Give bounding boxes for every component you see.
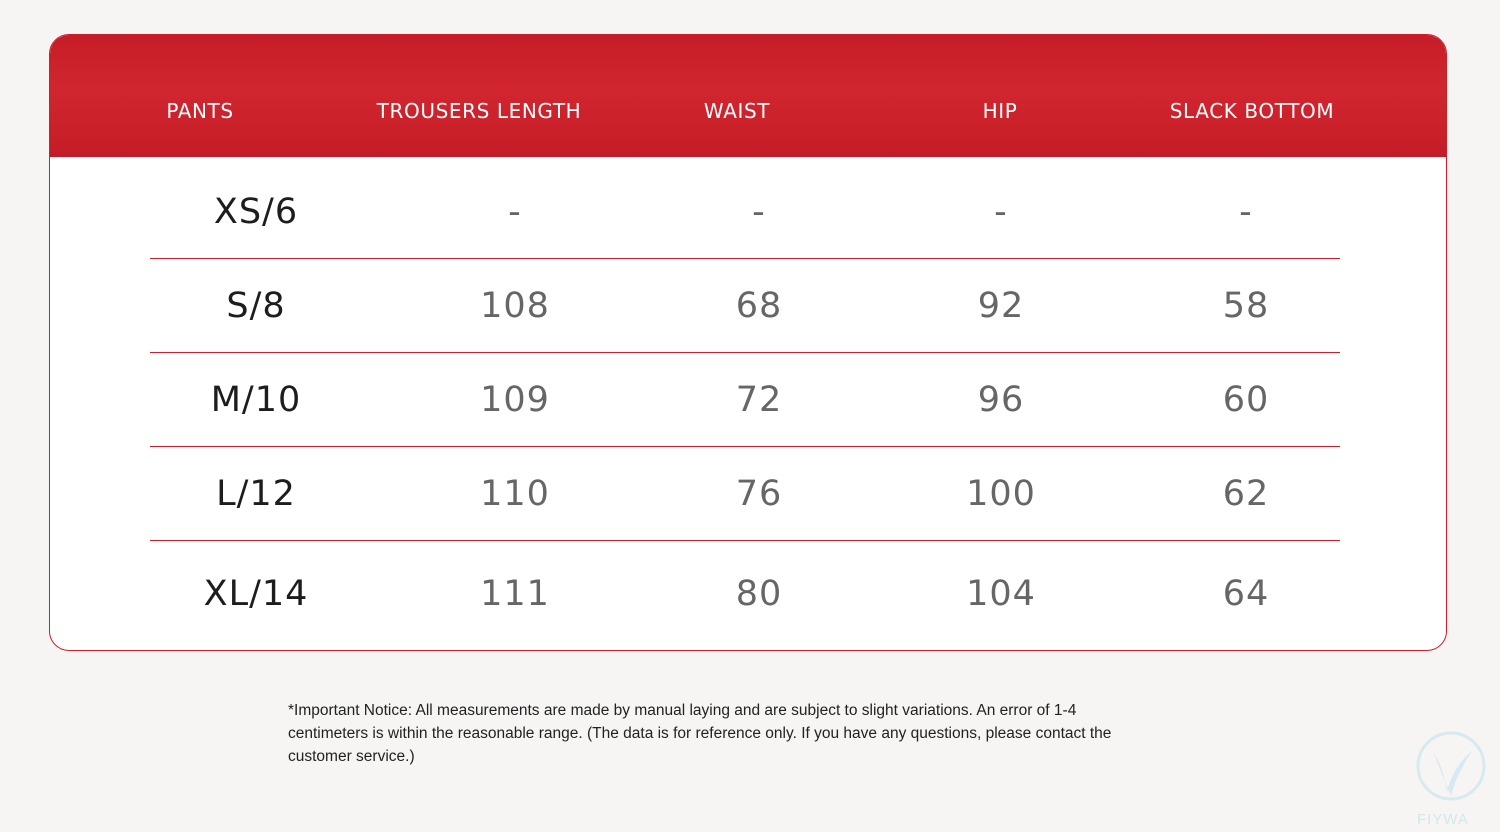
important-notice: *Important Notice: All measurements are made by manual laying and are subject to slight variations. An error of 1-4 centimeters is within the reasonable range. (The data is for reference only. If you have any questions, please contact the customer service.) bbox=[288, 702, 1112, 765]
hip-cell: - bbox=[994, 192, 1008, 232]
size-cell: M/10 bbox=[210, 380, 302, 420]
trousers-length-cell: 111 bbox=[480, 574, 550, 614]
table-row bbox=[150, 165, 1340, 259]
hip-cell: 92 bbox=[977, 286, 1025, 326]
header-waist: WAIST bbox=[703, 99, 771, 123]
trousers-length-cell: - bbox=[508, 192, 522, 232]
row-divider bbox=[150, 540, 1340, 541]
slack-bottom-cell: 62 bbox=[1222, 474, 1270, 514]
waist-cell: 76 bbox=[735, 474, 783, 514]
waist-cell: 80 bbox=[735, 574, 783, 614]
slack-bottom-cell: - bbox=[1239, 192, 1253, 232]
waist-cell: 68 bbox=[735, 286, 783, 326]
slack-bottom-cell: 60 bbox=[1222, 380, 1270, 420]
header-trousers-length: TROUSERS LENGTH bbox=[376, 99, 582, 123]
hip-cell: 100 bbox=[966, 474, 1036, 514]
header-hip: HIP bbox=[982, 99, 1018, 123]
hip-cell: 104 bbox=[966, 574, 1036, 614]
header-pants: PANTS bbox=[166, 99, 234, 123]
hip-cell: 96 bbox=[977, 380, 1025, 420]
trousers-length-cell: 109 bbox=[480, 380, 550, 420]
table-row bbox=[150, 547, 1340, 641]
size-cell: S/8 bbox=[226, 286, 286, 326]
size-cell: XS/6 bbox=[213, 192, 299, 232]
waist-cell: 72 bbox=[735, 380, 783, 420]
size-chart-table bbox=[49, 34, 1447, 651]
slack-bottom-cell: 64 bbox=[1222, 574, 1270, 614]
table-row bbox=[150, 447, 1340, 541]
table-row bbox=[150, 259, 1340, 353]
size-cell: L/12 bbox=[216, 474, 296, 514]
watermark-text: FIYWA bbox=[1417, 811, 1469, 828]
header-slack-bottom: SLACK BOTTOM bbox=[1169, 99, 1335, 123]
trousers-length-cell: 108 bbox=[480, 286, 550, 326]
slack-bottom-cell: 58 bbox=[1222, 286, 1270, 326]
table-row bbox=[150, 353, 1340, 447]
waist-cell: - bbox=[752, 192, 766, 232]
table-header bbox=[50, 35, 1446, 157]
size-cell: XL/14 bbox=[203, 574, 309, 614]
trousers-length-cell: 110 bbox=[480, 474, 550, 514]
